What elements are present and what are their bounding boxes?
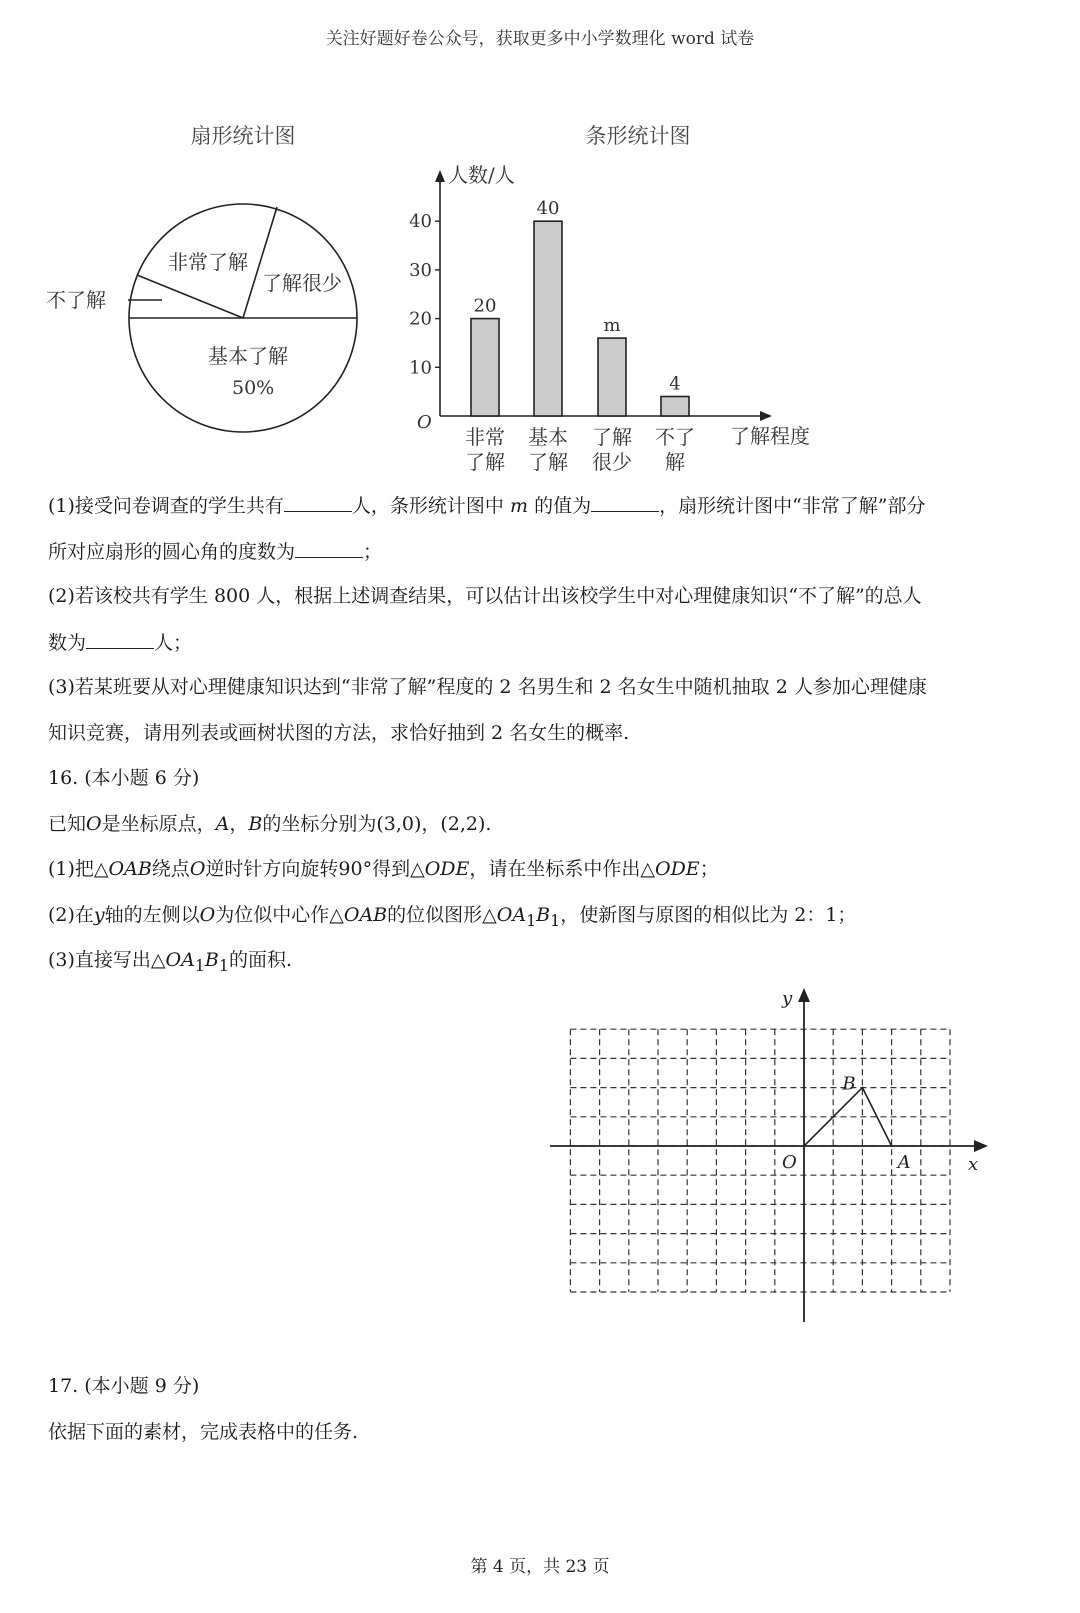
bar-category-label: 了解 <box>592 425 632 449</box>
bar-category-label: 很少 <box>592 450 632 474</box>
pie-label-none: 不了解 <box>46 288 106 312</box>
page-header: 关注好题好卷公众号，获取更多中小学数理化 word 试卷 <box>325 29 755 49</box>
bar <box>598 338 626 416</box>
pie-chart <box>40 180 380 450</box>
grid-y-arrow <box>798 988 810 1002</box>
q15-part3-line2: 知识竞赛，请用列表或画树状图的方法，求恰好抽到 2 名女生的概率. <box>48 722 630 744</box>
bar-value-label: 4 <box>669 373 681 395</box>
bar-x-arrow <box>760 411 772 421</box>
bar-origin: O <box>417 412 432 433</box>
page-footer: 第 4 页，共 23 页 <box>470 1557 610 1577</box>
pie-label-little: 了解很少 <box>262 271 342 295</box>
q15-part2-line2: 数为 人； <box>48 632 193 654</box>
q16-part1: (1)把△OAB绕点O逆时针方向旋转90°得到△ODE，请在坐标系中作出△ODE； <box>48 858 719 880</box>
bar-ytick-label: 10 <box>409 357 432 379</box>
bar-value-label: m <box>603 315 621 337</box>
bar <box>534 221 562 416</box>
triangle-oab <box>804 1088 892 1146</box>
bar-ytick-label: 40 <box>409 211 432 233</box>
q17-title: 17. (本小题 9 分) <box>48 1375 200 1397</box>
grid-x-label: x <box>968 1154 979 1175</box>
answer-blank-count[interactable] <box>86 630 154 649</box>
bar-chart-title: 条形统计图 <box>585 124 691 148</box>
coordinate-grid[interactable] <box>540 980 1000 1330</box>
bar <box>661 397 689 416</box>
pie-divider-right <box>243 207 277 318</box>
grid-origin-label: O <box>782 1152 797 1173</box>
point-a-label: A <box>897 1152 911 1173</box>
bar-x-label: 了解程度 <box>730 424 810 448</box>
grid-x-arrow <box>974 1140 988 1152</box>
bar-category-label: 解 <box>665 450 685 474</box>
pie-label-very: 非常了解 <box>168 250 248 274</box>
bar <box>471 319 499 416</box>
q15-part1-line2: 所对应扇形的圆心角的度数为 ； <box>48 541 383 563</box>
bar-value-label: 20 <box>473 295 497 317</box>
answer-blank-angle[interactable] <box>295 539 363 558</box>
bar-category-label: 非常 <box>465 425 505 449</box>
bar-y-label: 人数/人 <box>448 163 515 187</box>
bar-ytick-label: 30 <box>409 259 432 281</box>
answer-blank-total[interactable] <box>284 493 352 512</box>
pie-label-basic: 基本了解 <box>208 344 288 368</box>
bar-category-label: 了解 <box>465 450 505 474</box>
bar-y-arrow <box>435 170 445 182</box>
bar-chart <box>400 160 830 480</box>
answer-blank-m[interactable] <box>591 493 659 512</box>
q16-part2: (2)在y轴的左侧以O为位似中心作△OAB的位似图形$\triangle OA_1B_1$，使新图与原图的相似比为 2：1； <box>48 904 857 930</box>
point-b-label: B <box>842 1073 856 1095</box>
q15-part2-line1: (2)若该校共有学生 800 人，根据上述调查结果，可以估计出该校学生中对心理健康知识“不了解”的总人 <box>48 585 922 607</box>
pie-divider-left <box>137 275 243 318</box>
q15-part3-line1: (3)若某班要从对心理健康知识达到“非常了解”程度的 2 名男生和 2 名女生中随机抽取 2 人参加心理健康 <box>48 676 927 698</box>
pie-label-basic-percent: 50% <box>232 377 275 399</box>
bar-category-label: 了解 <box>528 450 568 474</box>
q16-intro: 已知O是坐标原点，A，B的坐标分别为(3,0)，(2,2). <box>48 813 492 835</box>
bar-category-label: 基本 <box>528 425 568 449</box>
pie-chart-title: 扇形统计图 <box>190 124 296 148</box>
bar-ytick-label: 20 <box>409 308 432 330</box>
q17-intro: 依据下面的素材，完成表格中的任务. <box>48 1421 359 1443</box>
q16-title: 16. (本小题 6 分) <box>48 767 200 789</box>
bar-category-label: 不了 <box>655 425 695 449</box>
q16-part3: (3)直接写出$\triangle OA_1B_1$的面积. <box>48 949 293 975</box>
q15-part1-line1: (1)接受问卷调查的学生共有 人，条形统计图中 m 的值为 ，扇形统计图中“非常了解”部分 <box>48 495 926 517</box>
grid-dashed-lines <box>570 1029 950 1292</box>
bar-value-label: 40 <box>536 198 560 220</box>
grid-y-label: y <box>782 988 793 1009</box>
